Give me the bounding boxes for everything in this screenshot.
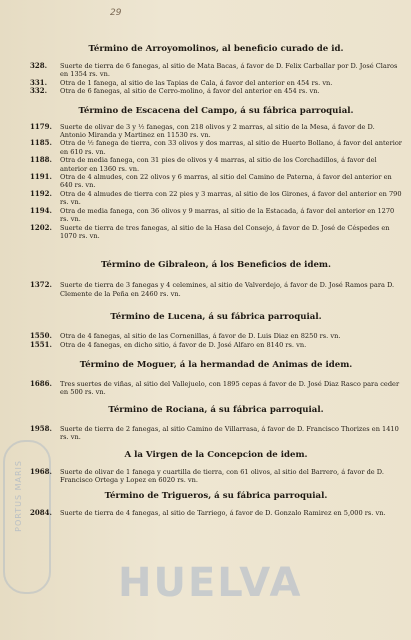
entry-text: Otra de 4 almudes, con 22 olivos y 6 marras, al sitio del Camino de Paterna, á favor del anterior en 640 rs. vn.	[60, 173, 392, 190]
entry-text: Suerte de tierra de 2 fanegas, al sitio Camino de Villarrasa, á favor de D. Francisco Thorizes en 1410 rs. vn.	[60, 424, 399, 442]
section-lucena	[30, 312, 402, 349]
entry-text: Suerte de olivar de 1 fanega y cuartilla de tierra, con 61 olivos, al sitio del Barrero, á favor de D. Francisco Ortega y Lopez en 6020 rs. vn.	[60, 467, 384, 484]
list-item	[30, 156, 402, 173]
section-heading: Término de Lucena, á su fábrica parroquial.	[110, 312, 322, 323]
section-heading: Término de Gibraleon, á los Beneficios de idem.	[100, 260, 332, 271]
entry-number: 332.	[30, 86, 48, 96]
entry-text: Tres suertes de viñas, al sitio del Vallejuelo, con 1895 cepas á favor de D. José Diaz Rasco para ceder en 500 rs. vn.	[60, 379, 400, 397]
list-item	[30, 139, 402, 156]
document-body	[30, 44, 402, 518]
entry-number: 1202.	[30, 222, 52, 232]
entry-number: 1958.	[30, 423, 52, 433]
entry-text: Suerte de tierra de 4 fanegas, al sitio de Tarriego, á favor de D. Gonzalo Ramirez en 5,000 rs. vn.	[60, 509, 386, 518]
entry-number: 1372.	[30, 280, 52, 290]
entry-number: 1185.	[30, 138, 52, 148]
entry-number: 2084.	[30, 508, 52, 518]
entry-number: 1550.	[30, 331, 52, 341]
section-rociana	[30, 405, 402, 442]
entry-text: Otra de media fanega, con 31 pies de olivos y 4 marras, al sitio de los Corchadillos, á favor del anterior en 1360 rs. vn.	[60, 156, 377, 173]
entry-text: Suerte de olivar de 3 y ½ fanegas, con 218 olivos y 2 marras, al sitio de la Mesa, á favor de D. Antonio Miranda y Martinez en 11530 rs. vn.	[60, 122, 375, 140]
list-item	[30, 123, 402, 140]
entry-text: Otra de 4 fanegas, en dicho sitio, á favor de D. José Alfaro en 8140 rs. vn.	[60, 340, 307, 349]
section-heading: Término de Rociana, á su fábrica parroquial.	[108, 404, 324, 415]
section-heading: Término de Trigueros, á su fábrica parroquial.	[104, 491, 328, 502]
huelva-watermark: HUELVA	[118, 560, 303, 606]
section-heading: Término de Moguer, á la hermandad de Animas de idem.	[79, 359, 353, 370]
handwritten-page-number: 29	[110, 8, 122, 18]
section-virgen-concepcion	[30, 450, 402, 485]
list-item	[30, 207, 402, 224]
entry-text: Otra de ½ fanega de tierra, con 33 olivos y dos marras, al sitio de Huerto Bollano, á favor del anterior en 610 rs. vn.	[60, 139, 402, 156]
entry-text: Otra de media fanega, con 36 olivos y 9 marras, al sitio de la Estacada, á favor del anterior en 1270 rs. vn.	[60, 206, 395, 224]
entry-number: 1968.	[30, 466, 52, 476]
section-trigueros	[30, 491, 402, 517]
list-item	[30, 468, 402, 485]
entry-text: Suerte de tierra de 3 fanegas y 4 celemines, al sitio de Valverdejo, á favor de D. José Ramos para D. Clemente de la Peña en 2460 rs. vn.	[60, 281, 395, 298]
section-moguer	[30, 360, 402, 397]
section-gibraleon	[30, 260, 402, 298]
list-item	[30, 173, 402, 190]
entry-number: 1686.	[30, 378, 52, 388]
list-item	[30, 62, 402, 79]
section-escacena	[30, 106, 402, 241]
list-item	[30, 332, 402, 340]
entry-number: 1194.	[30, 205, 52, 215]
list-item	[30, 509, 402, 517]
entry-text: Otra de 6 fanegas, al sitio de Cerro-molino, á favor del anterior en 454 rs. vn.	[60, 87, 320, 96]
entry-text: Otra de 4 almudes de tierra con 22 pies y 3 marras, al sitio de los Girones, á favor del anterior en 790 rs. vn.	[60, 189, 402, 207]
entry-text: Otra de 4 fanegas, al sitio de las Cornenillas, á favor de D. Luis Diaz en 8250 rs. vn.	[60, 332, 341, 341]
entry-text: Otra de 1 fanega, al sitio de las Tapias de Cala, á favor del anterior en 454 rs. vn.	[60, 78, 333, 87]
entry-text: Suerte de tierra de 6 fanegas, al sitio de Mata Bacas, á favor de D. Felix Carballar por D. José Claros en 1354 rs. vn.	[60, 62, 398, 79]
entry-number: 328.	[30, 61, 48, 70]
list-item	[30, 87, 402, 95]
list-item	[30, 380, 402, 397]
list-item	[30, 79, 402, 87]
list-item	[30, 341, 402, 349]
list-item	[30, 224, 402, 241]
section-heading: Término de Arroyomolinos, al beneficio curado de id.	[88, 44, 344, 54]
entry-number: 1192.	[30, 188, 52, 198]
entry-number: 1179.	[30, 121, 52, 131]
list-item	[30, 190, 402, 207]
entry-number: 1188.	[30, 155, 52, 165]
entry-text: Suerte de tierra de tres fanegas, al sitio de la Hasa del Consejo, á favor de D. José de Céspedes en 1070 rs. vn.	[60, 223, 390, 240]
entry-number: 1191.	[30, 172, 52, 182]
list-item	[30, 281, 402, 298]
section-heading: Término de Escacena del Campo, á su fábrica parroquial.	[78, 105, 354, 116]
entry-number: 331.	[30, 77, 48, 87]
entry-number: 1551.	[30, 339, 52, 349]
list-item	[30, 425, 402, 442]
section-arroyomolinos	[30, 44, 402, 96]
section-heading: A la Virgen de la Concepcion de idem.	[124, 449, 308, 460]
archive-seal-text: PORTUS MARIS	[14, 460, 23, 532]
